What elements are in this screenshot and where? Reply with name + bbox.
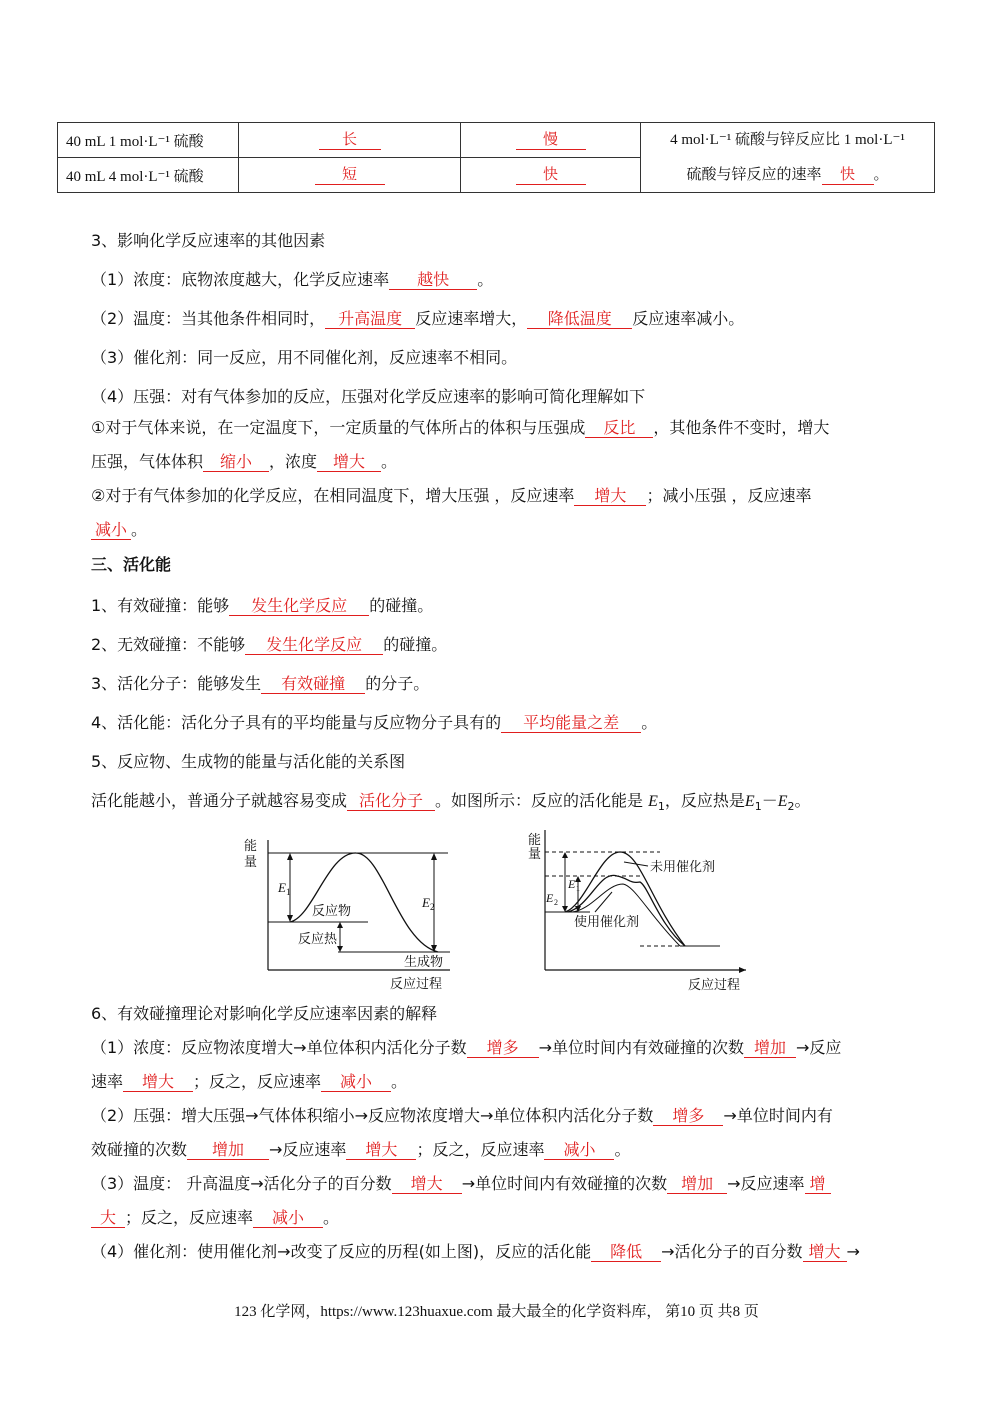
answer-blank: 反比 — [585, 418, 653, 438]
x-axis-label: 反应过程 — [688, 978, 741, 993]
answer-blank: 增大 — [123, 1072, 193, 1092]
text: 速率 — [91, 1072, 124, 1091]
subscript: 1 — [754, 800, 762, 814]
answer-blank: 短 — [315, 165, 385, 185]
answer-blank: 快 — [822, 165, 874, 185]
text: 4、活化能：活化分子具有的平均能量与反应物分子具有的 — [91, 713, 502, 732]
answer-blank: 增多 — [467, 1038, 539, 1058]
text: →反应速率 — [727, 1174, 805, 1193]
text: 。 — [323, 1208, 340, 1227]
answer-blank: 有效碰撞 — [261, 674, 365, 694]
e2-label: E — [546, 891, 554, 905]
text: 。 — [381, 452, 398, 471]
answer-blank: 降低 — [591, 1242, 661, 1262]
text: ，其他条件不变时，增大 — [653, 418, 830, 437]
table-cell: 40 mL 4 mol·L⁻¹ 硫酸 — [58, 158, 239, 193]
paragraph — [91, 486, 812, 506]
text: 压强，气体体积 — [91, 452, 204, 471]
text: 。 — [131, 520, 148, 539]
paragraph — [91, 452, 397, 472]
subscript: 2 — [787, 800, 795, 814]
text: → — [846, 1242, 860, 1261]
text: ，浓度 — [269, 452, 318, 471]
e2-label: E — [422, 895, 430, 910]
e1-label: E — [568, 877, 576, 891]
reactant-label: 反应物 — [312, 904, 352, 919]
answer-blank: 降低温度 — [527, 309, 632, 329]
paragraph — [91, 1038, 841, 1058]
y-axis-label: 能 — [244, 839, 258, 854]
answer-blank: 减小 — [321, 1072, 391, 1092]
answer-blank: 增加 — [187, 1140, 269, 1160]
answer-blank: 发生化学反应 — [229, 596, 369, 616]
answer-blank: 发生化学反应 — [245, 635, 383, 655]
answer-blank: 活化分子 — [347, 791, 435, 811]
conclusion-line-1: 4 mol·L⁻¹ 硫酸与锌反应比 1 mol·L⁻¹ — [670, 132, 905, 148]
reaction-heat-label: 反应热 — [298, 932, 338, 947]
table-cell — [239, 158, 461, 193]
subscript: 1 — [657, 800, 665, 814]
text: 的碰撞。 — [383, 635, 448, 654]
text: →反应 — [796, 1038, 842, 1057]
text: 。 — [477, 270, 494, 289]
symbol: E — [777, 793, 788, 810]
paragraph — [91, 635, 447, 655]
text: 活化能越小，普通分子就越容易变成 — [91, 791, 348, 810]
paragraph — [91, 1140, 630, 1160]
text: ②对于有气体参加的化学反应，在相同温度下，增大压强 ，反应速率 — [91, 486, 575, 505]
e2-subscript: 2 — [554, 898, 558, 907]
answer-blank: 大 — [91, 1208, 125, 1228]
text: ；减小压强 ，反应速率 — [646, 486, 812, 505]
text: 3、活化分子：能够发生 — [91, 674, 262, 693]
paragraph — [91, 1208, 339, 1228]
with-catalyst-label: 使用催化剂 — [574, 915, 640, 930]
text: 的分子。 — [365, 674, 430, 693]
text: 1、有效碰撞：能够 — [91, 596, 230, 615]
x-axis-label: 反应过程 — [390, 977, 443, 992]
paragraph — [91, 791, 811, 817]
paragraph — [91, 418, 829, 438]
y-axis-label: 能 — [528, 833, 542, 848]
text: （2）压强：增大压强→气体体积缩小→反应物浓度增大→单位体积内活化分子数 — [91, 1106, 654, 1125]
answer-blank: 长 — [319, 130, 381, 150]
text: 。 — [794, 791, 811, 810]
paragraph — [91, 309, 744, 329]
table-cell — [461, 158, 641, 193]
paragraph — [91, 713, 657, 733]
answer-blank: 增大 — [346, 1140, 416, 1160]
section-title: 3、影响化学反应速率的其他因素 — [91, 231, 326, 250]
text: 反应速率增大， — [415, 309, 528, 328]
conclusion-end: 。 — [873, 167, 889, 183]
text: 。 — [614, 1140, 631, 1159]
e1-label: E — [278, 880, 286, 895]
text: →单位时间内有效碰撞的次数 — [538, 1038, 745, 1057]
paragraph — [91, 1174, 831, 1194]
conclusion-text: 硫酸与锌反应的速率 — [686, 165, 822, 183]
answer-blank: 越快 — [389, 270, 477, 290]
energy-diagram-uncatalyzed — [238, 832, 460, 994]
answer-blank: 减小 — [544, 1140, 614, 1160]
text: （3）温度： 升高温度→活化分子的百分数 — [91, 1174, 392, 1193]
paragraph: 5、反应物、生成物的能量与活化能的关系图 — [91, 752, 406, 771]
symbol: E — [648, 793, 658, 810]
text: ；反之，反应速率 — [193, 1072, 322, 1091]
answer-blank: 升高温度 — [325, 309, 415, 329]
answer-blank: 增加 — [667, 1174, 727, 1194]
text: →单位时间内有效碰撞的次数 — [461, 1174, 668, 1193]
answer-blank: 增多 — [653, 1106, 723, 1126]
answer-blank: 快 — [516, 165, 586, 185]
answer-blank: 慢 — [516, 130, 586, 150]
table-cell — [239, 123, 461, 158]
text: 。如图所示：反应的活化能是 — [435, 791, 644, 810]
paragraph — [91, 674, 429, 694]
e1-subscript: 1 — [286, 887, 291, 897]
energy-diagram-catalyzed — [520, 826, 752, 996]
e1-subscript: 1 — [576, 884, 580, 893]
answer-blank: 增大 — [803, 1242, 847, 1262]
conclusion-line-2 — [649, 157, 926, 192]
text: （1）浓度：底物浓度越大，化学反应速率 — [91, 270, 390, 289]
paragraph: （3）催化剂：同一反应，用不同催化剂，反应速率不相同。 — [91, 348, 518, 367]
table-cell: 40 mL 1 mol·L⁻¹ 硫酸 — [58, 123, 239, 158]
paragraph — [91, 520, 147, 540]
text: →活化分子的百分数 — [661, 1242, 803, 1261]
text: 。 — [391, 1072, 408, 1091]
paragraph: （4）压强：对有气体参加的反应，压强对化学反应速率的影响可简化理解如下 — [91, 387, 646, 406]
y-axis-label: 量 — [528, 847, 542, 862]
answer-blank: 增 — [805, 1174, 831, 1194]
symbol: E — [744, 793, 755, 810]
text: ；反之，反应速率 — [125, 1208, 254, 1227]
page-footer: 123 化学网，https://www.123huaxue.com 最大最全的化学资料库， 第10 页 共8 页 — [234, 1304, 759, 1320]
paragraph — [91, 1106, 833, 1126]
answer-blank: 增大 — [317, 452, 381, 472]
paragraph — [91, 270, 493, 290]
answer-blank: 缩小 — [203, 452, 269, 472]
text: 。 — [641, 713, 658, 732]
text: （2）温度：当其他条件相同时， — [91, 309, 326, 328]
answer-blank: 增加 — [744, 1038, 796, 1058]
answer-blank: 减小 — [91, 520, 131, 540]
paragraph — [91, 1242, 860, 1262]
experiment-table — [57, 122, 935, 193]
answer-blank: 增大 — [392, 1174, 462, 1194]
section-heading: 三、活化能 — [91, 555, 172, 574]
paragraph — [91, 596, 433, 616]
answer-blank: 平均能量之差 — [501, 713, 641, 733]
text: 2、无效碰撞：不能够 — [91, 635, 246, 654]
e2-subscript: 2 — [430, 902, 435, 912]
table-row — [58, 123, 935, 158]
table-cell — [641, 123, 935, 193]
text: →单位时间内有 — [723, 1106, 833, 1125]
table-cell — [461, 123, 641, 158]
text: － — [761, 791, 778, 810]
text: 的碰撞。 — [369, 596, 434, 615]
text: 反应速率减小。 — [632, 309, 745, 328]
section-title: 6、有效碰撞理论对影响化学反应速率因素的解释 — [91, 1004, 438, 1023]
text: （1）浓度：反应物浓度增大→单位体积内活化分子数 — [91, 1038, 467, 1057]
paragraph — [91, 1072, 407, 1092]
answer-blank: 增大 — [574, 486, 646, 506]
product-label: 生成物 — [404, 955, 444, 970]
text: 效碰撞的次数 — [91, 1140, 188, 1159]
answer-blank: 减小 — [253, 1208, 323, 1228]
no-catalyst-label: 未用催化剂 — [650, 860, 716, 875]
y-axis-label: 量 — [244, 855, 258, 870]
text: ；反之，反应速率 — [416, 1140, 545, 1159]
text: ①对于气体来说，在一定温度下，一定质量的气体所占的体积与压强成 — [91, 418, 586, 437]
text: →反应速率 — [269, 1140, 347, 1159]
text: ，反应热是 — [664, 791, 745, 810]
text: （4）催化剂：使用催化剂→改变了反应的历程(如上图)，反应的活化能 — [91, 1242, 592, 1261]
